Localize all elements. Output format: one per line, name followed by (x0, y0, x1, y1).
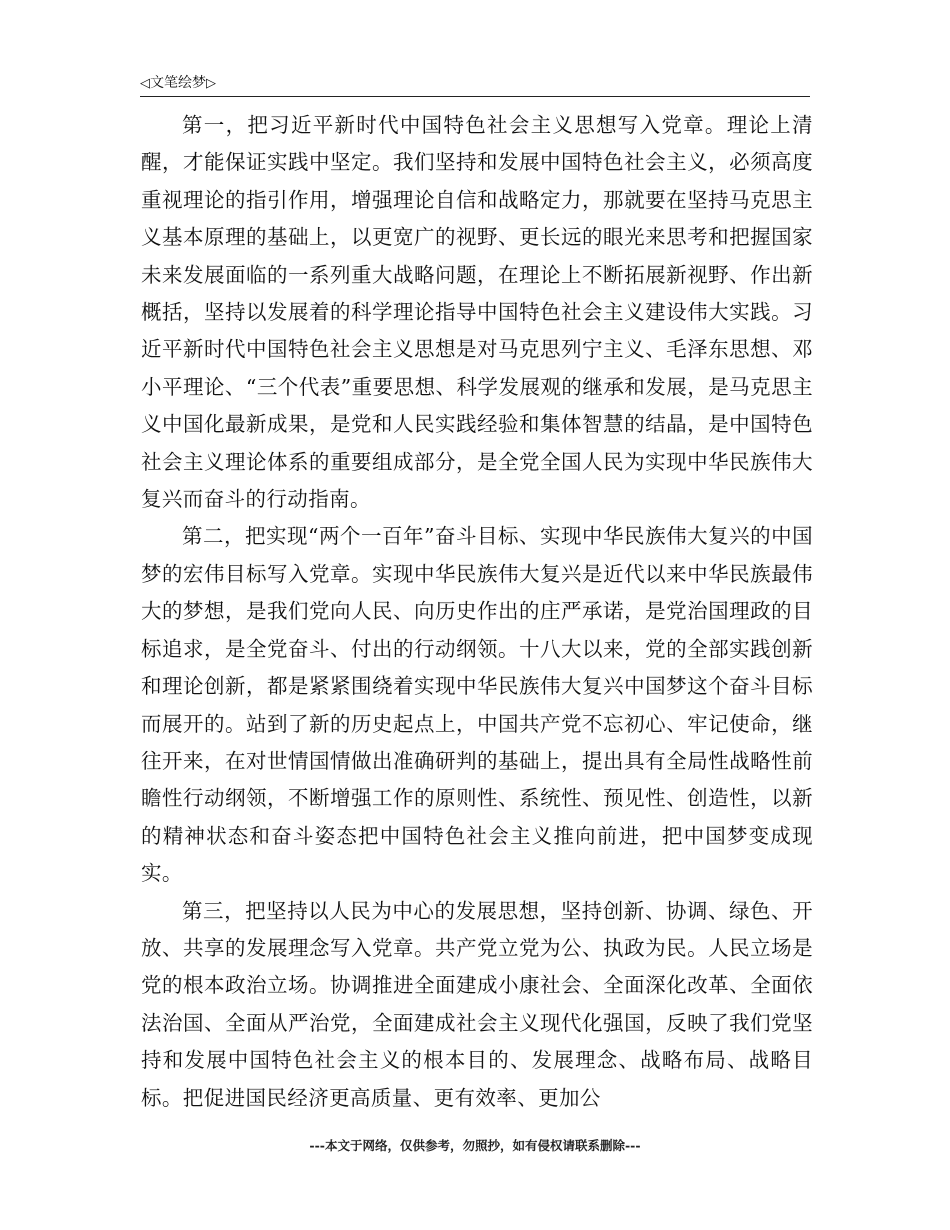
right-triangle-icon: ▷ (206, 76, 216, 91)
paragraph-1: 第一，把习近平新时代中国特色社会主义思想写入党章。理论上清醒，才能保证实践中坚定。我们坚持和发展中国特色社会主义，必须高度重视理论的指引作用，增强理论自信和战略定力，那就要在坚持马克思主义基本原理的基础上，以更宽广的视野、更长远的眼光来思考和把握国家未来发展面临的一系列重大战略问题，在理论上不断拓展新视野、作出新概括，坚持以发展着的科学理论指导中国特色社会主义建设伟大实践。习近平新时代中国特色社会主义思想是对马克思列宁主义、毛泽东思想、邓小平理论、“三个代表”重要思想、科学发展观的继承和发展，是马克思主义中国化最新成果，是党和人民实践经验和集体智慧的结晶，是中国特色社会主义理论体系的重要组成部分，是全党全国人民为实现中华民族伟大复兴而奋斗的行动指南。 (141, 113, 813, 512)
left-triangle-icon: ◁ (140, 76, 150, 91)
page-header (140, 72, 810, 97)
paragraph-3: 第三，把坚持以人民为中心的发展思想，坚持创新、协调、绿色、开放、共享的发展理念写入党章。共产党立党为公、执政为民。人民立场是党的根本政治立场。协调推进全面建成小康社会、全面深化改革、全面依法治国、全面从严治党，全面建成社会主义现代化强国，反映了我们党坚持和发展中国特色社会主义的根本目的、发展理念、战略布局、战略目标。把促进国民经济更高质量、更有效率、更加公 (141, 898, 813, 1110)
paragraph-2: 第二，把实现“两个一百年”奋斗目标、实现中华民族伟大复兴的中国梦的宏伟目标写入党章。实现中华民族伟大复兴是近代以来中华民族最伟大的梦想，是我们党向人民、向历史作出的庄严承诺，是党治国理政的目标追求，是全党奋斗、付出的行动纲领。十八大以来，党的全部实践创新和理论创新，都是紧紧围绕着实现中华民族伟大复兴中国梦这个奋斗目标而展开的。站到了新的历史起点上，中国共产党不忘初心、牢记使命，继往开来，在对世情国情做出准确研判的基础上，提出具有全局性战略性前瞻性行动纲领，不断增强工作的原则性、系统性、预见性、创造性，以新的精神状态和奋斗姿态把中国特色社会主义推向前进，把中国梦变成现实。 (141, 524, 813, 886)
document-body (141, 107, 813, 1117)
page-footer: ---本文于网络，仅供参考，勿照抄，如有侵权请联系删除--- (309, 1138, 641, 1153)
header-title: 文笔绘梦 (150, 75, 206, 91)
